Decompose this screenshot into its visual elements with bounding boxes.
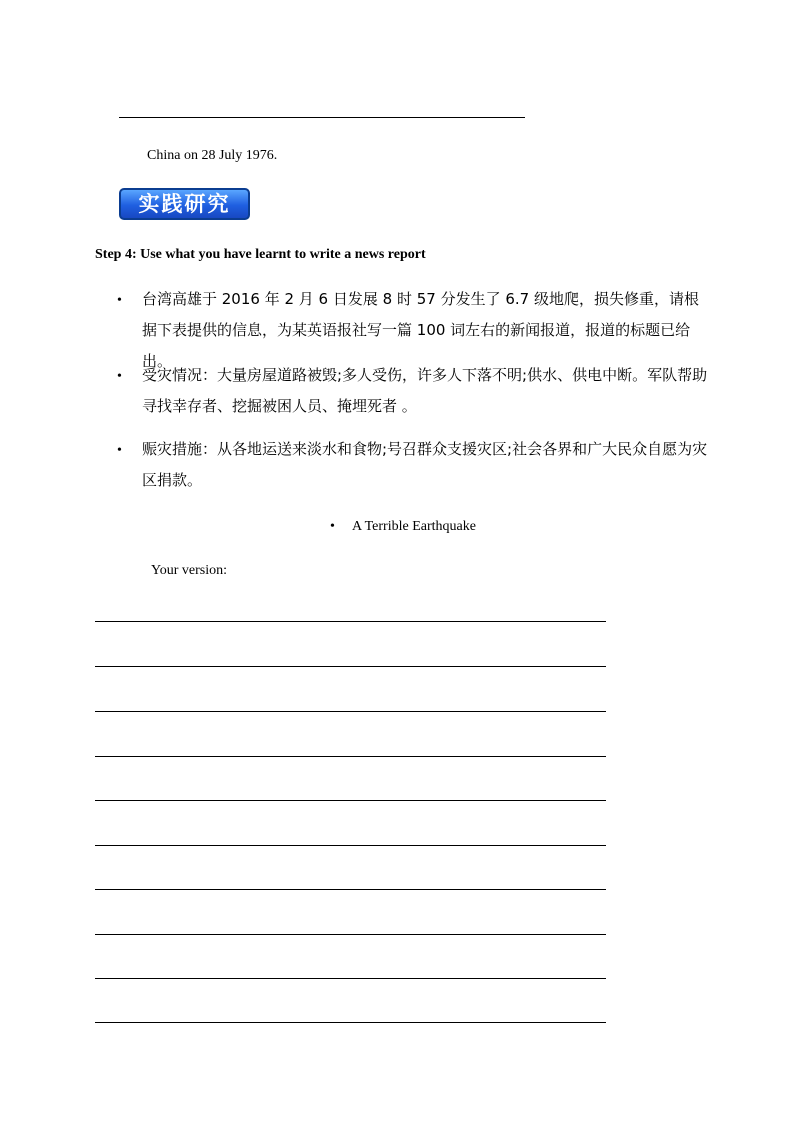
section-badge-label: 实践研究 — [138, 192, 231, 216]
report-title-text: A Terrible Earthquake — [352, 519, 476, 534]
writing-line[interactable] — [95, 889, 606, 890]
writing-line[interactable] — [95, 621, 606, 622]
bullet-marker: • — [330, 519, 335, 534]
bullet-marker: • — [117, 443, 122, 458]
bullet-marker: • — [117, 369, 122, 384]
step-heading: Step 4: Use what you have learnt to write a news report — [95, 247, 426, 262]
writing-line[interactable] — [95, 800, 606, 801]
version-label: Your version: — [151, 563, 227, 578]
task-description: 台湾高雄于 2016 年 2 月 6 日发展 8 时 57 分发生了 6.7 级地爬，损失修重，请根据下表提供的信息，为某英语报社写一篇 100 词左右的新闻报道，报道的标题已给出。 — [142, 290, 699, 370]
writing-line[interactable] — [95, 978, 606, 979]
writing-line[interactable] — [95, 711, 606, 712]
writing-line[interactable] — [95, 666, 606, 667]
writing-line[interactable] — [95, 756, 606, 757]
bullet-marker: • — [117, 293, 122, 308]
writing-line[interactable] — [95, 845, 606, 846]
answer-line-top — [119, 117, 525, 118]
report-title — [330, 518, 476, 536]
intro-fragment: China on 28 July 1976. — [147, 148, 278, 163]
writing-line[interactable] — [95, 934, 606, 935]
disaster-situation: 受灾情况：大量房屋道路被毁;多人受伤，许多人下落不明;供水、供电中断。军队帮助寻找幸存者、挖掘被困人员、掩埋死者 。 — [142, 366, 708, 415]
section-badge — [119, 188, 250, 220]
relief-measures: 赈灾措施：从各地运送来淡水和食物;号召群众支援灾区;社会各界和广大民众自愿为灾区捐款。 — [142, 440, 708, 489]
writing-line[interactable] — [95, 1022, 606, 1023]
